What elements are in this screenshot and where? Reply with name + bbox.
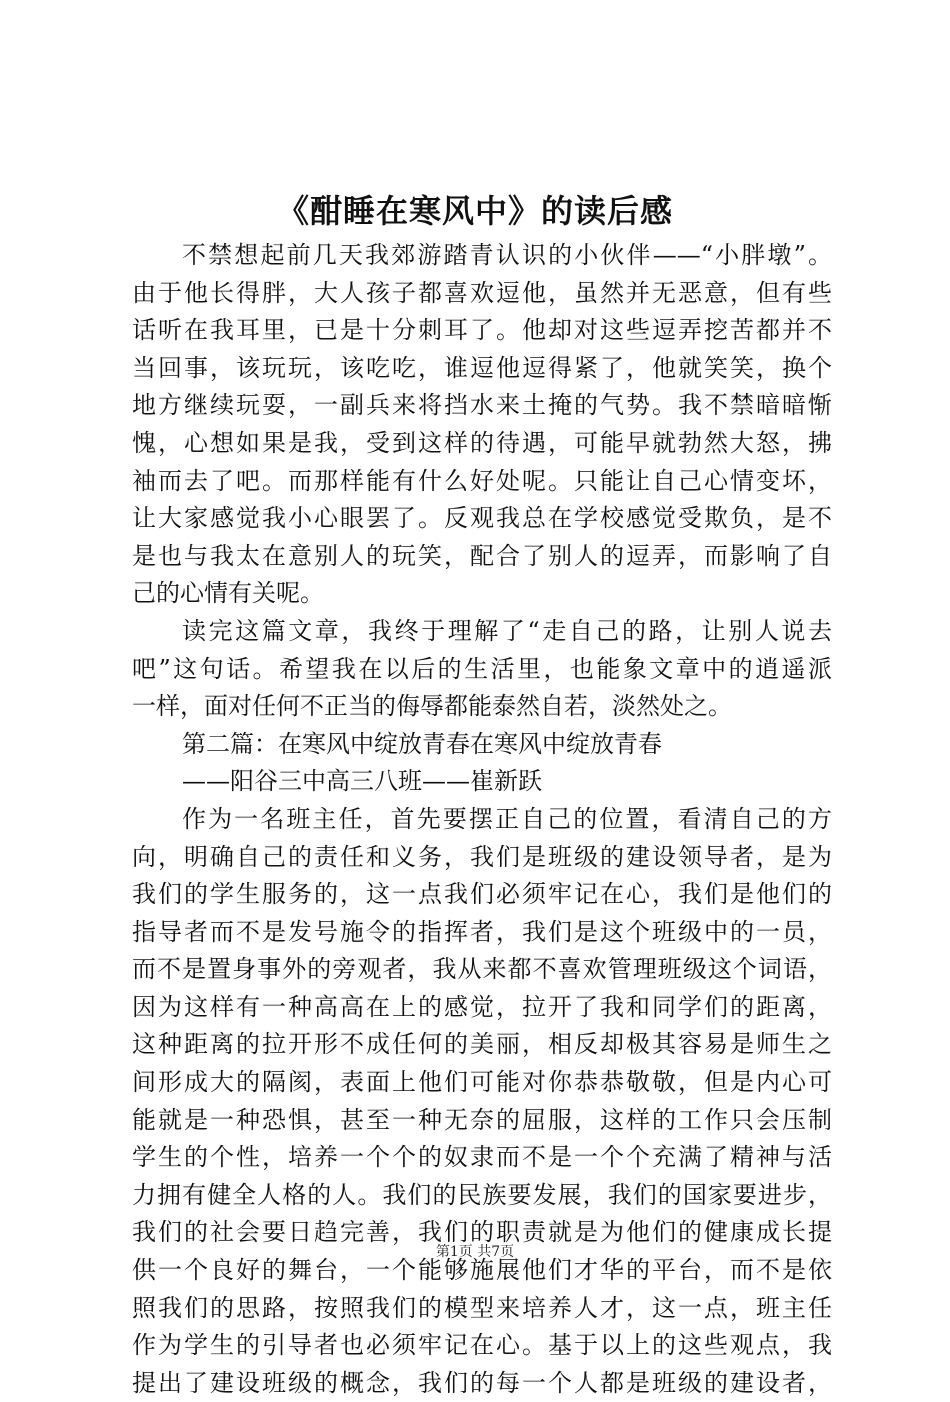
text-line: 读完这篇文章，我终于理解了“走自己的路，让别人说去 <box>182 616 832 645</box>
text-line: 这种距离的拉开形不成任何的美丽，相反却极其容易是师生之 <box>132 1030 832 1059</box>
text-line: 作为一名班主任，首先要摆正自己的位置，看清自己的方 <box>182 804 832 833</box>
text-line: 指导者而不是发号施令的指挥者，我们是这个班级中的一员， <box>132 917 832 946</box>
text-line: ——阳谷三中高三八班——崔新跃 <box>182 767 542 796</box>
text-line: 作为学生的引导者也必须牢记在心。基于以上的这些观点，我 <box>132 1331 832 1360</box>
document-body <box>132 237 832 1402</box>
text-line: 不禁想起前几天我郊游踏青认识的小伙伴——“小胖墩”。 <box>182 241 832 269</box>
text-line: 袖而去了吧。而那样能有什么好处呢。只能让自己心情变坏， <box>132 466 832 495</box>
page-footer: 第1页 共7页 <box>435 1244 515 1260</box>
text-line: 我们的学生服务的，这一点我们必须牢记在心，我们是他们的 <box>132 880 832 909</box>
text-line: 是也与我太在意别人的玩笑，配合了别人的逗弄，而影响了自 <box>132 541 832 570</box>
text-line: 照我们的思路，按照我们的模型来培养人才，这一点，班主任 <box>132 1293 832 1322</box>
text-line: 吧”这句话。希望我在以后的生活里，也能象文章中的逍遥派 <box>132 654 832 683</box>
text-line: 第二篇：在寒风中绽放青春在寒风中绽放青春 <box>182 729 662 758</box>
text-line: 由于他长得胖，大人孩子都喜欢逗他，虽然并无恶意，但有些 <box>132 278 832 307</box>
text-line: 让大家感觉我小心眼罢了。反观我总在学校感觉受欺负，是不 <box>132 504 832 533</box>
text-line: 因为这样有一种高高在上的感觉，拉开了我和同学们的距离， <box>132 992 832 1021</box>
text-line: 愧，心想如果是我，受到这样的待遇，可能早就勃然大怒，拂 <box>132 428 832 457</box>
text-line: 而不是置身事外的旁观者，我从来都不喜欢管理班级这个词语， <box>132 955 832 984</box>
text-line: 能就是一种恐惧，甚至一种无奈的屈服，这样的工作只会压制 <box>132 1105 832 1134</box>
text-line: 供一个良好的舞台，一个能够施展他们才华的平台，而不是依 <box>132 1256 832 1285</box>
text-line: 我们的社会要日趋完善，我们的职责就是为他们的健康成长提 <box>132 1218 832 1247</box>
text-line: 一样，面对任何不正当的侮辱都能泰然自若，淡然处之。 <box>132 692 732 721</box>
text-line: 当回事，该玩玩，该吃吃，谁逗他逗得紧了，他就笑笑，换个 <box>132 353 832 382</box>
text-line: 己的心情有关呢。 <box>132 579 324 608</box>
document-title: 《酣睡在寒风中》的读后感 <box>276 192 673 230</box>
text-line: 话听在我耳里，已是十分刺耳了。他却对这些逗弄挖苦都并不 <box>132 316 832 345</box>
text-line: 学生的个性，培养一个个的奴隶而不是一个个充满了精神与活 <box>132 1143 832 1172</box>
text-line: 地方继续玩耍，一副兵来将挡水来土掩的气势。我不禁暗暗惭 <box>132 391 832 420</box>
text-line: 间形成大的隔阂，表面上他们可能对你恭恭敬敬，但是内心可 <box>132 1068 832 1097</box>
text-line: 力拥有健全人格的人。我们的民族要发展，我们的国家要进步， <box>132 1180 832 1209</box>
text-line: 向，明确自己的责任和义务，我们是班级的建设领导者，是为 <box>132 842 832 871</box>
text-line: 提出了建设班级的概念，我们的每一个人都是班级的建设者， <box>132 1368 832 1397</box>
